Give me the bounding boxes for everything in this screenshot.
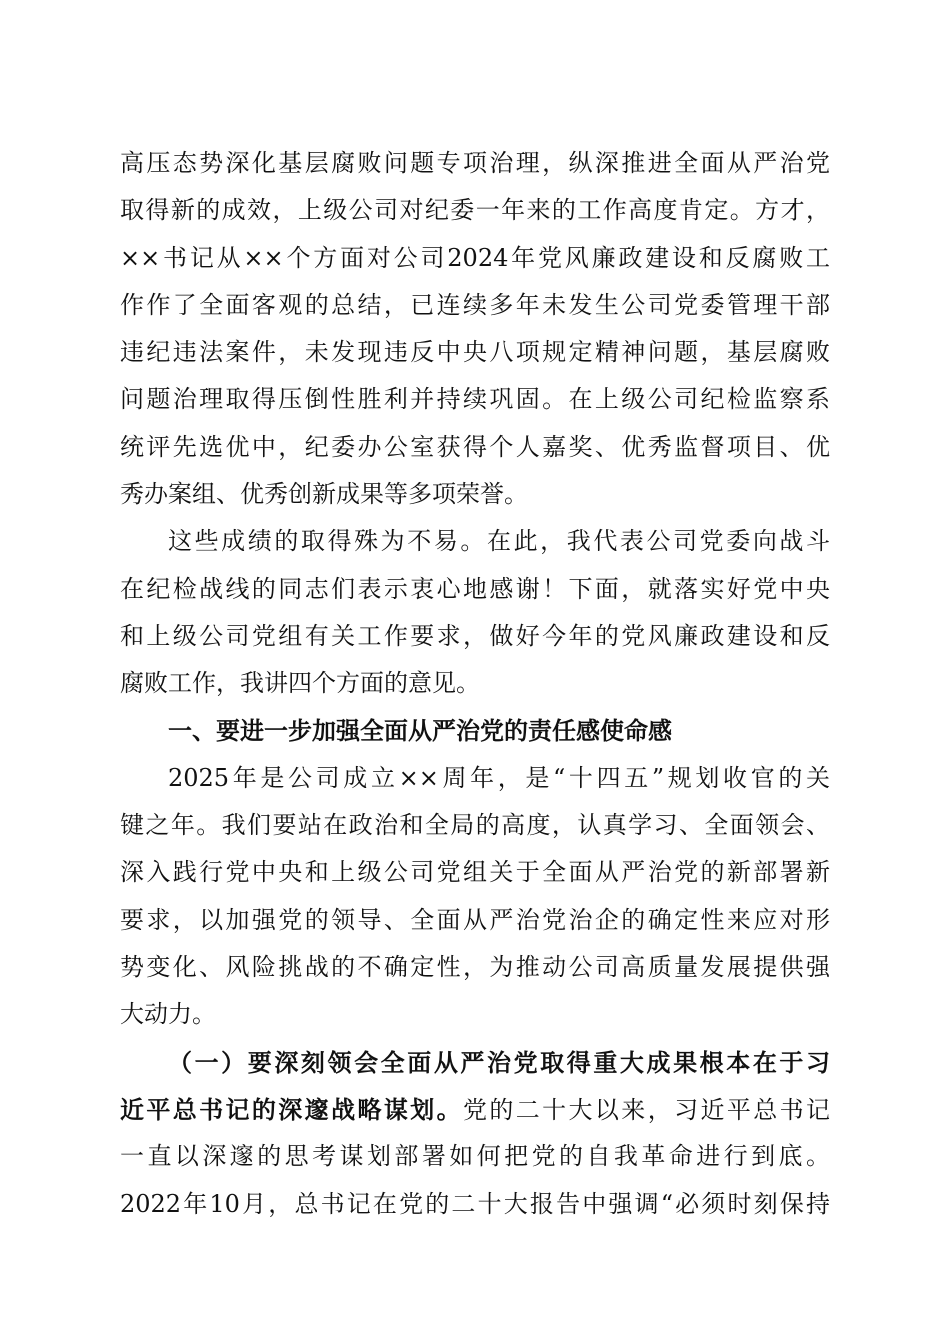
subheading-tail: 近平总书记的深邃战略谋划。 <box>120 1094 463 1124</box>
text-line: 2025年是公司成立××周年，是“十四五”规划收官的关 <box>168 763 830 792</box>
text-line: 大动力。 <box>120 1000 216 1029</box>
text-line: 秀办案组、优秀创新成果等多项荣誉。 <box>120 480 528 509</box>
paragraph-2 <box>120 518 830 707</box>
text-line: 和上级公司党组有关工作要求，做好今年的党风廉政建设和反 <box>120 621 830 650</box>
text-line: 统评先选优中，纪委办公室获得个人嘉奖、优秀监督项目、优 <box>120 432 830 461</box>
document-page <box>120 140 830 1228</box>
text-line: 取得新的成效，上级公司对纪委一年来的工作高度肯定。方才， <box>120 196 830 225</box>
paragraph-4 <box>120 1039 830 1228</box>
paragraph-1 <box>120 140 830 518</box>
text-line: 违纪违法案件，未发现违反中央八项规定精神问题，基层腐败 <box>120 338 830 367</box>
subheading-line: （一）要深刻领会全面从严治党取得重大成果根本在于习 <box>168 1047 830 1077</box>
text-line: ××书记从××个方面对公司2024年党风廉政建设和反腐败工 <box>120 243 830 272</box>
text-line: 作作了全面客观的总结，已连续多年未发生公司党委管理干部 <box>120 290 830 319</box>
text-line: 键之年。我们要站在政治和全局的高度，认真学习、全面领会、 <box>120 811 830 840</box>
text-line: 一直以深邃的思考谋划部署如何把党的自我革命进行到底。 <box>120 1142 830 1171</box>
text-span: 党的二十大以来，习近平总书记 <box>463 1095 830 1124</box>
text-line: 腐败工作，我讲四个方面的意见。 <box>120 669 480 698</box>
text-line: 势变化、风险挑战的不确定性，为推动公司高质量发展提供强 <box>120 953 830 982</box>
text-line <box>120 1086 830 1133</box>
paragraph-3 <box>120 755 830 1039</box>
text-line: 要求，以加强党的领导、全面从严治党治企的确定性来应对形 <box>120 905 830 934</box>
section-heading: 一、要进一步加强全面从严治党的责任感使命感 <box>168 716 672 745</box>
text-line: 深入践行党中央和上级公司党组关于全面从严治党的新部署新 <box>120 858 830 887</box>
text-line: 问题治理取得压倒性胜利并持续巩固。在上级公司纪检监察系 <box>120 385 830 414</box>
text-line: 2022年10月，总书记在党的二十大报告中强调“必须时刻保持 <box>120 1189 830 1218</box>
text-line: 这些成绩的取得殊为不易。在此，我代表公司党委向战斗 <box>168 527 830 556</box>
text-line: 高压态势深化基层腐败问题专项治理，纵深推进全面从严治党 <box>120 149 830 177</box>
text-line: 在纪检战线的同志们表示衷心地感谢！下面，就落实好党中央 <box>120 574 830 603</box>
